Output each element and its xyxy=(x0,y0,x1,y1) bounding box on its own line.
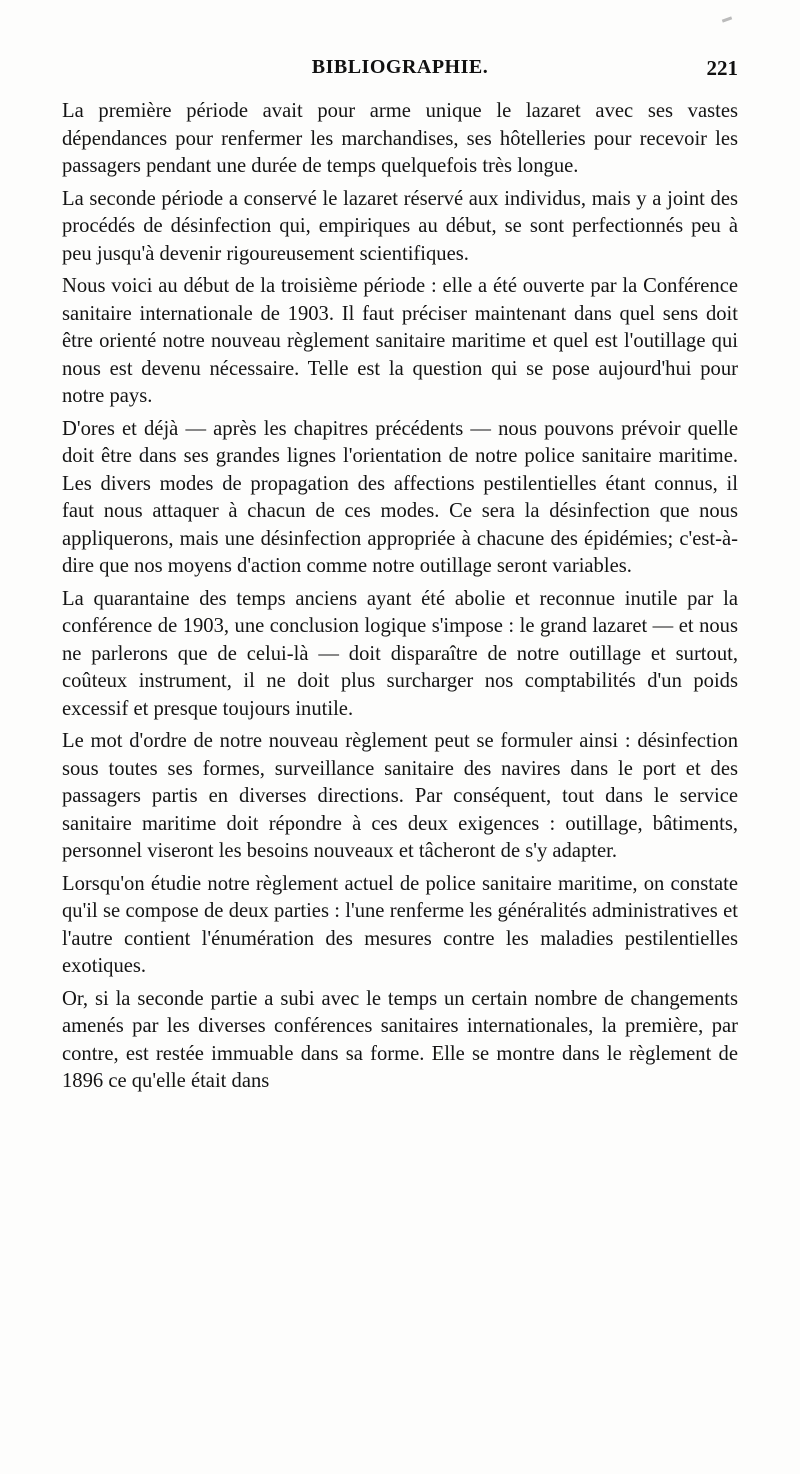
paragraph-7: Lorsqu'on étudie notre règlement actuel de police sanitaire maritime, on constate qu'il se compose de deux parties : l'une renferme les généralités administratives et l'autre contient l'énumération des mesures contre les maladies pestilentielles exotiques. xyxy=(62,872,738,977)
paragraph-6: Le mot d'ordre de notre nouveau règlement peut se formuler ainsi : désinfection sous toutes ses formes, surveillance sanitaire des navires dans le port et des passagers partis en diverses directions. Par conséquent, tout dans le service sanitaire maritime doit répondre à ces deux exigences : outillage, bâtiments, personnel viseront les besoins nouveaux et tâcheront de s'y adapter. xyxy=(62,730,738,862)
paragraph-5: La quarantaine des temps anciens ayant été abolie et reconnue inutile par la conférence de 1903, une conclusion logique s'impose : le grand lazaret — et nous ne parlerons que de celui-là — doit disparaître de notre outillage et surtout, coûteux instrument, il ne doit plus surcharger nos comptabilités d'un poids excessif et presque toujours inutile. xyxy=(62,587,738,720)
page-number: 221 xyxy=(706,56,738,80)
paragraph-2: La seconde période a conservé le lazaret réservé aux individus, mais y a joint des procédés de désinfection qui, empiriques au début, se sont perfectionnés peu à peu jusqu'à devenir rigoureusement scientifiques. xyxy=(62,187,738,265)
paragraph-1: La première période avait pour arme unique le lazaret avec ses vastes dépendances pour renfermer les marchandises, ses hôtelleries pour recevoir les passagers pendant une durée de temps quelquefois très longue. xyxy=(62,100,738,177)
ink-speck xyxy=(722,16,732,22)
body-text xyxy=(62,98,738,1101)
paragraph-8: Or, si la seconde partie a subi avec le temps un certain nombre de changements amenés par les diverses conférences sanitaires internationales, la première, par contre, est restée immuable dans sa forme. Elle se montre dans le règlement de 1896 ce qu'elle était dans xyxy=(62,987,738,1092)
paragraph-4: D'ores et déjà — après les chapitres précédents — nous pouvons prévoir quelle doit être dans ses grandes lignes l'orientation de notre police sanitaire maritime. Les divers modes de propagation des affections pestilentielles étant connus, il faut nous attaquer à chacun de ces modes. Ce sera la désinfection que nous appliquerons, mais une désinfection appropriée à chacune des épidémies; c'est-à-dire que nos moyens d'action comme notre outillage seront variables. xyxy=(62,417,738,577)
running-title: BIBLIOGRAPHIE. xyxy=(311,56,489,78)
page-header xyxy=(62,54,738,82)
paragraph-3: Nous voici au début de la troisième période : elle a été ouverte par la Conférence sanitaire internationale de 1903. Il faut préciser maintenant dans quel sens doit être orienté notre nouveau règlement sanitaire maritime et quel est l'outillage qui nous est devenu nécessaire. Telle est la question qui se pose aujourd'hui pour notre pays. xyxy=(62,275,738,407)
